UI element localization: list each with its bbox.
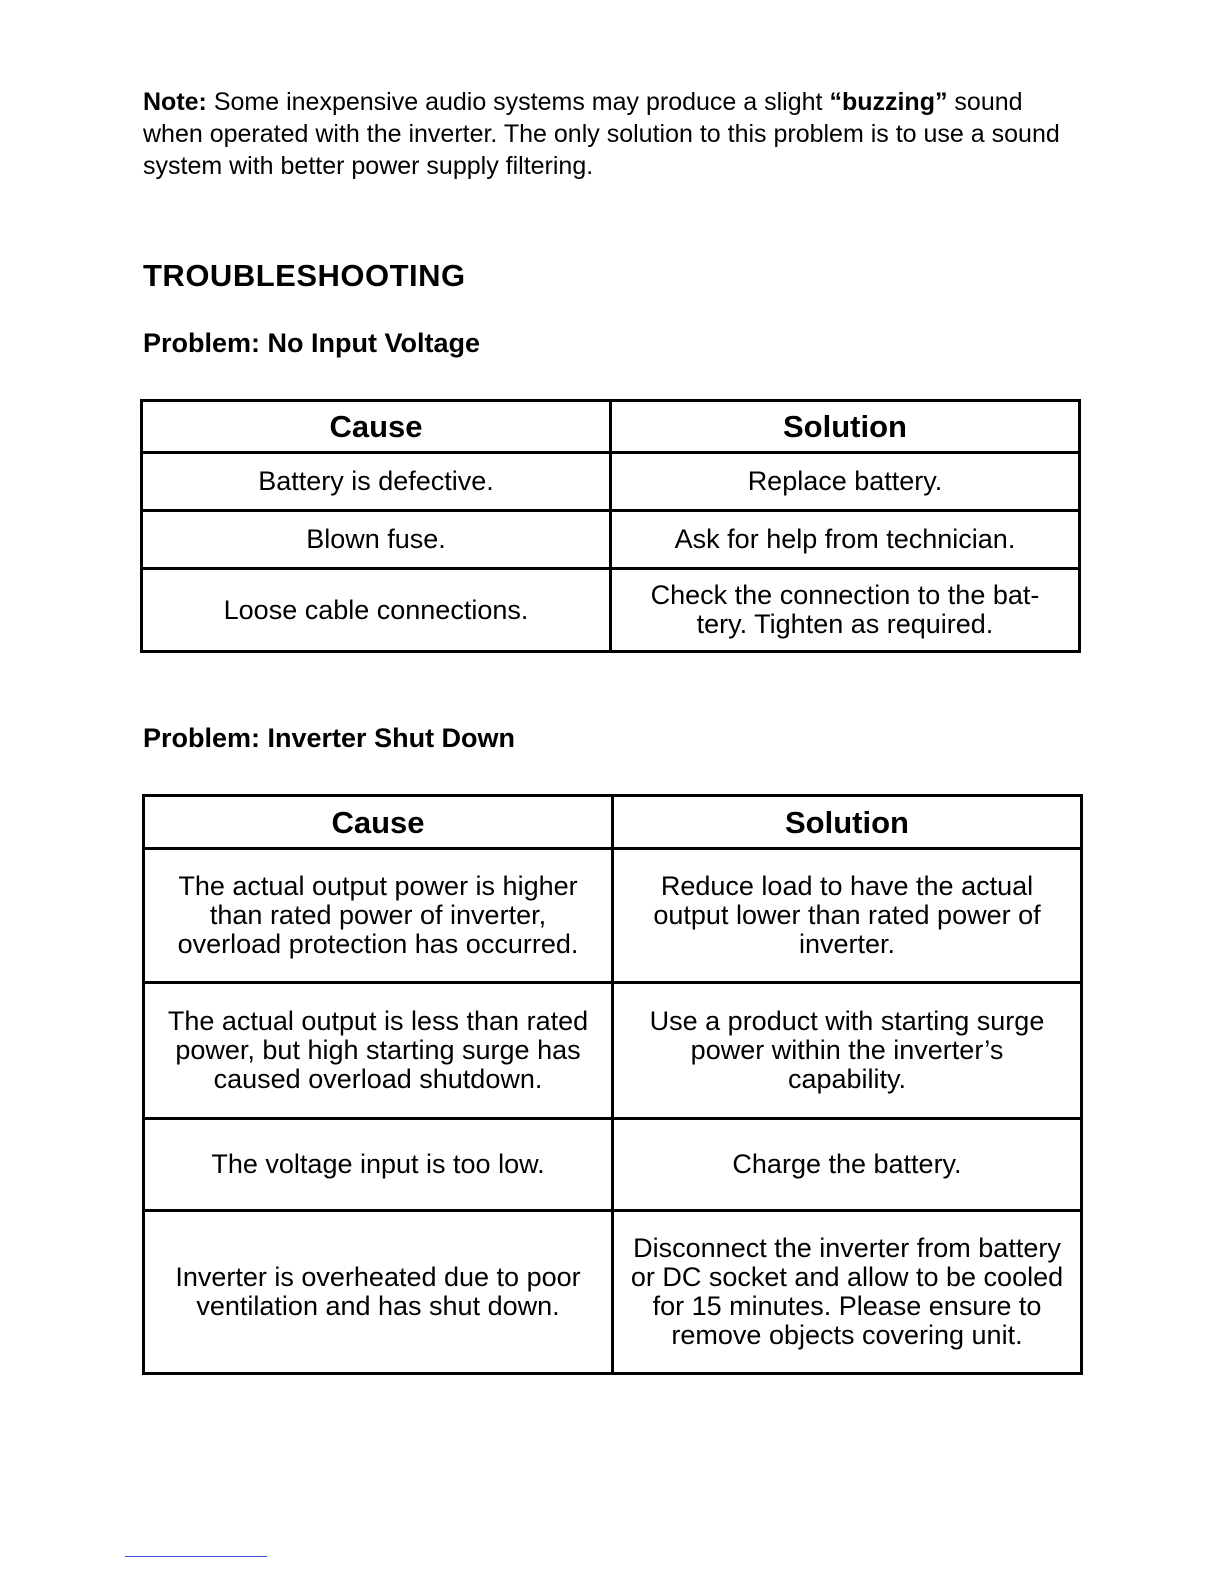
note-text-before: Some inexpensive audio systems may produce a slight	[206, 88, 830, 116]
solution-cell: Ask for help from technician.	[611, 511, 1080, 569]
solution-cell: Check the connection to the bat-tery. Tighten as required.	[611, 569, 1080, 652]
table-row	[142, 569, 1080, 652]
cause-cell: The voltage input is too low.	[144, 1119, 613, 1211]
table-header-row	[142, 401, 1080, 453]
note-emphasis: “buzzing”	[829, 88, 948, 116]
cause-cell: The actual output is less than rated power, but high starting surge has caused overload shutdown.	[144, 983, 613, 1119]
cause-cell: The actual output power is higher than rated power of inverter, overload protection has occurred.	[144, 849, 613, 983]
solution-header: Solution	[613, 796, 1082, 849]
solution-cell: Reduce load to have the actual output lower than rated power of inverter.	[613, 849, 1082, 983]
page-edge-line	[125, 1556, 267, 1557]
solution-cell: Replace battery.	[611, 453, 1080, 511]
table-header-row	[144, 796, 1082, 849]
table-row	[142, 511, 1080, 569]
cause-cell: Blown fuse.	[142, 511, 611, 569]
table-row	[144, 1211, 1082, 1374]
troubleshooting-table-inverter-shut-down	[142, 794, 1083, 1375]
cause-header: Cause	[142, 401, 611, 453]
table-row	[144, 849, 1082, 983]
cause-cell: Battery is defective.	[142, 453, 611, 511]
table-row	[144, 1119, 1082, 1211]
note-label: Note:	[143, 88, 207, 116]
note-paragraph	[143, 86, 1083, 182]
troubleshooting-table-no-input-voltage	[140, 399, 1081, 653]
problem-title-inverter-shut-down: Problem: Inverter Shut Down	[143, 723, 516, 753]
solution-cell: Disconnect the inverter from battery or DC socket and allow to be cooled for 15 minutes. Please ensure to remove objects covering unit.	[613, 1211, 1082, 1374]
solution-cell: Charge the battery.	[613, 1119, 1082, 1211]
table-row	[142, 453, 1080, 511]
cause-cell: Loose cable connections.	[142, 569, 611, 652]
cause-cell: Inverter is overheated due to poor ventilation and has shut down.	[144, 1211, 613, 1374]
problem-title-no-input-voltage: Problem: No Input Voltage	[143, 328, 480, 358]
table-row	[144, 983, 1082, 1119]
solution-header: Solution	[611, 401, 1080, 453]
page-title: TROUBLESHOOTING	[143, 258, 466, 293]
cause-header: Cause	[144, 796, 613, 849]
note-text-after: sound when operated with the inverter. The only solution to this problem is to use a sound system with better power supply filtering.	[143, 88, 1060, 180]
solution-cell: Use a product with starting surge power within the inverter’s capability.	[613, 983, 1082, 1119]
